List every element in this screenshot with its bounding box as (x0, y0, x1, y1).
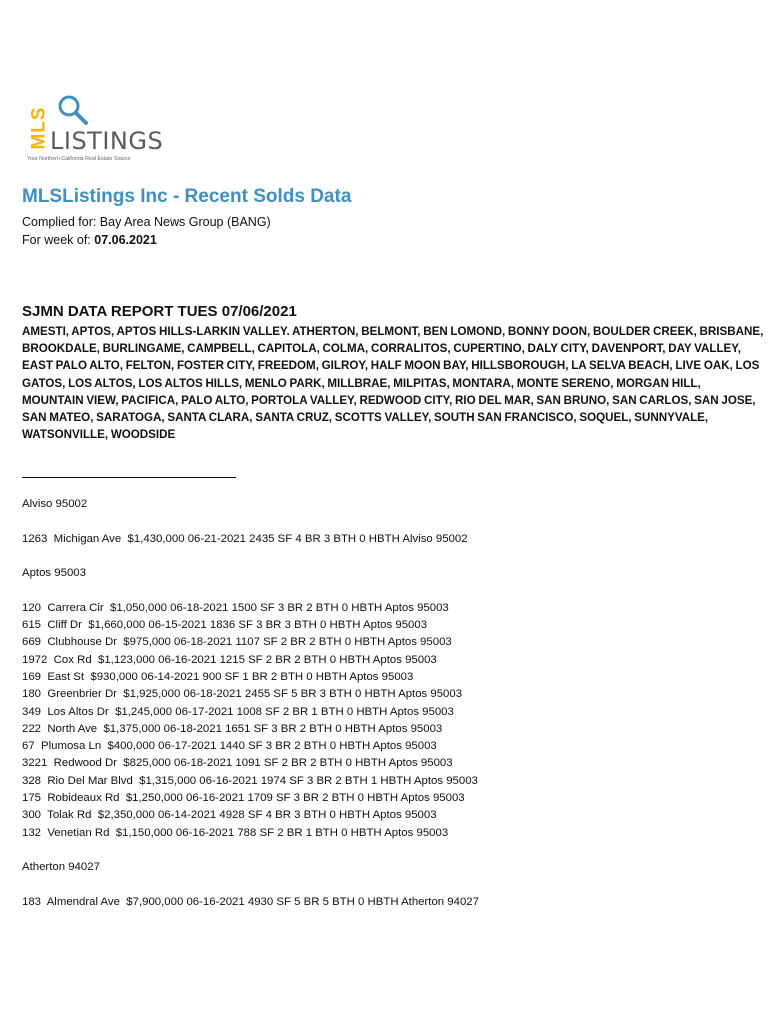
sale-record: 120 Carrera Cir $1,050,000 06-18-2021 1500 SF 3 BR 2 BTH 0 HBTH Aptos 95003 (22, 601, 449, 614)
spacer (22, 513, 762, 530)
sale-record: 615 Cliff Dr $1,660,000 06-15-2021 1836 SF 3 BR 3 BTH 0 HBTH Aptos 95003 (22, 619, 428, 632)
sale-record: 3221 Redwood Dr $825,000 06-18-2021 1091 SF 2 BR 2 BTH 0 HBTH Aptos 95003 (22, 757, 453, 770)
sale-record: 67 Plumosa Ln $400,000 06-17-2021 1440 SF 3 BR 2 BTH 0 HBTH Aptos 95003 (22, 740, 437, 753)
sale-record: 349 Los Altos Dr $1,245,000 06-17-2021 1008 SF 2 BR 1 BTH 0 HBTH Aptos 95003 (22, 705, 454, 718)
city-heading: Alviso 95002 (22, 498, 88, 510)
logo-listings-text: LISTINGS (50, 127, 164, 155)
city-block (22, 496, 762, 565)
sale-record: 300 Tolak Rd $2,350,000 06-14-2021 4928 SF 4 BR 3 BTH 0 HBTH Aptos 95003 (22, 809, 437, 822)
sale-record: 169 East St $930,000 06-14-2021 900 SF 1 BR 2 BTH 0 HBTH Aptos 95003 (22, 670, 414, 683)
spacer (22, 842, 762, 859)
sale-record: 183 Almendral Ave $7,900,000 06-16-2021 4930 SF 5 BR 5 BTH 0 HBTH Atherton 94027 (22, 895, 479, 908)
city-heading: Aptos 95003 (22, 567, 86, 580)
sale-record: 222 North Ave $1,375,000 06-18-2021 1651 SF 3 BR 2 BTH 0 HBTH Aptos 95003 (22, 722, 443, 735)
city-block (22, 565, 762, 859)
mlslistings-logo (25, 92, 164, 166)
compiled-for: Complied for: Bay Area News Group (BANG) (22, 215, 271, 229)
divider-line (22, 477, 236, 478)
coverage-areas: AMESTI, APTOS, APTOS HILLS-LARKIN VALLEY. ATHERTON, BELMONT, BEN LOMOND, BONNY DOON, BOULDER CREEK, BRISBANE, BROOKDALE, BURLINGAME, CAMPBELL, CAPITOLA, COLMA, CORRALITOS, CUPERTINO, DALY CITY, DAVENPORT, DAY VALLEY, EAST PALO ALTO, FELTON, FOSTER CITY, FREEDOM, GILROY, HALF MOON BAY, HILLSBOROUGH, LA SELVA BEACH, LIVE OAK, LOS GATOS, LOS ALTOS, LOS ALTOS HILLS, MENLO PARK, MILLBRAE, MILPITAS, MONTARA, MONTE SERENO, MORGAN HILL, MOUNTAIN VIEW, PACIFICA, PALO ALTO, PORTOLA VALLEY, REDWOOD CITY, RIO DEL MAR, SAN BRUNO, SAN CARLOS, SAN JOSE, SAN MATEO, SARATOGA, SANTA CLARA, SANTA CRUZ, SCOTTS VALLEY, SOUTH SAN FRANCISCO, SOQUEL, SUNNYVALE, WATSONVILLE, WOODSIDE (22, 325, 764, 442)
week-of-date: 07.06.2021 (94, 233, 157, 247)
city-heading: Atherton 94027 (22, 861, 100, 874)
magnifier-icon (53, 92, 89, 128)
sale-record: 1263 Michigan Ave $1,430,000 06-21-2021 2435 SF 4 BR 3 BTH 0 HBTH Alviso 95002 (22, 532, 468, 545)
week-of-label: For week of: (22, 233, 95, 247)
sale-record: 175 Robideaux Rd $1,250,000 06-16-2021 1709 SF 3 BR 2 BTH 0 HBTH Aptos 95003 (22, 792, 465, 805)
city-block (22, 859, 762, 911)
logo-mls-text: MLS (29, 106, 51, 150)
spacer (22, 548, 762, 565)
sale-record: 132 Venetian Rd $1,150,000 06-16-2021 788 SF 2 BR 1 BTH 0 HBTH Aptos 95003 (22, 826, 449, 839)
spacer (22, 582, 762, 599)
spacer (22, 877, 762, 894)
sale-record: 328 Rio Del Mar Blvd $1,315,000 06-16-2021 1974 SF 3 BR 2 BTH 1 HBTH Aptos 95003 (22, 774, 478, 787)
report-title: MLSListings Inc - Recent Solds Data (22, 186, 352, 207)
logo-tagline: Your Northern California Real Estate Source (27, 156, 131, 162)
sales-listing (22, 496, 762, 911)
report-heading: SJMN DATA REPORT TUES 07/06/2021 (22, 303, 297, 320)
sale-record: 669 Clubhouse Dr $975,000 06-18-2021 1107 SF 2 BR 2 BTH 0 HBTH Aptos 95003 (22, 636, 452, 649)
week-of (22, 231, 157, 249)
sale-record: 1972 Cox Rd $1,123,000 06-16-2021 1215 SF 2 BR 2 BTH 0 HBTH Aptos 95003 (22, 653, 437, 666)
sale-record: 180 Greenbrier Dr $1,925,000 06-18-2021 2455 SF 5 BR 3 BTH 0 HBTH Aptos 95003 (22, 688, 463, 701)
